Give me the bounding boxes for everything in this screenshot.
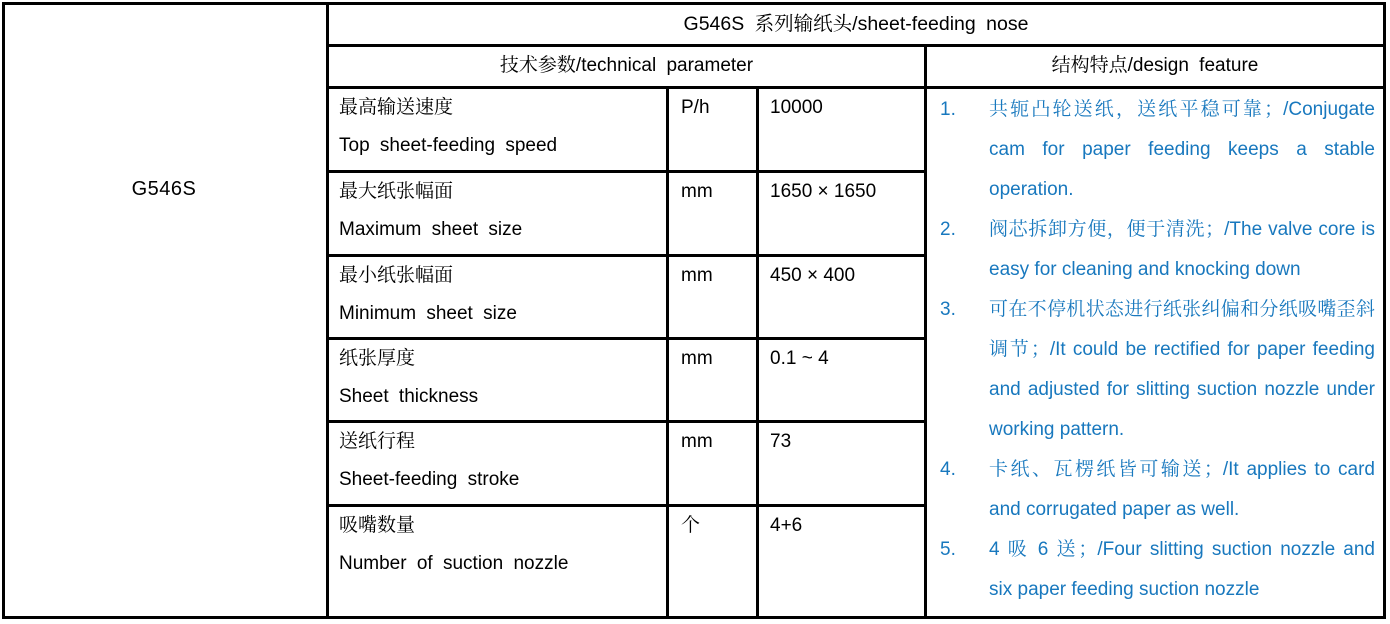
feature-text: 可在不停机状态进行纸张纠偏和分纸吸嘴歪斜调节；/It could be rectified for paper feeding and adjusted for slitting suction nozzle under working pattern. (989, 299, 1375, 440)
parameter-name-cell (339, 89, 661, 165)
feature-item (927, 290, 1383, 450)
parameter-name-cn: 纸张厚度 (339, 348, 416, 369)
parameter-unit: P/h (681, 97, 710, 118)
parameter-name-en: Sheet thickness (339, 386, 479, 407)
parameter-value: 450 × 400 (770, 265, 856, 286)
feature-item (927, 210, 1383, 290)
parameter-name-cell (339, 173, 661, 249)
parameter-value: 4+6 (770, 515, 803, 536)
parameter-name-cn: 最小纸张幅面 (339, 265, 454, 286)
grid-line-value-divider (756, 86, 759, 619)
parameter-name-en: Maximum sheet size (339, 219, 523, 240)
parameter-unit: mm (681, 181, 713, 202)
feature-item (927, 530, 1383, 610)
feature-text: 共轭凸轮送纸，送纸平稳可靠；/Conjugate cam for paper feeding keeps a stable operation. (989, 99, 1375, 200)
feature-number: 3. (940, 299, 956, 320)
parameter-value: 1650 × 1650 (770, 181, 877, 202)
parameter-name-cn: 送纸行程 (339, 431, 416, 452)
feature-text: 4 吸 6 送；/Four slitting suction nozzle and six paper feeding suction nozzle (989, 539, 1375, 600)
table-title: G546S 系列输纸头/sheet-feeding nose (683, 13, 1029, 35)
feature-item (927, 450, 1383, 530)
feature-number: 2. (940, 219, 956, 240)
feature-text: 卡纸、瓦楞纸皆可输送；/It applies to card and corrugated paper as well. (989, 459, 1375, 520)
model-name: G546S (131, 178, 197, 200)
parameter-name-en: Sheet-feeding stroke (339, 469, 520, 490)
grid-line-below-title (326, 44, 1386, 47)
parameter-name-en: Minimum sheet size (339, 303, 517, 324)
parameter-name-en: Top sheet-feeding speed (339, 135, 558, 156)
grid-line-model-divider (326, 2, 329, 619)
parameter-name-cn: 最大纸张幅面 (339, 181, 454, 202)
parameter-value: 73 (770, 431, 792, 452)
grid-line-unit-divider (666, 86, 669, 619)
feature-number: 4. (940, 459, 956, 480)
parameter-name-cell (339, 257, 661, 333)
feature-item (927, 90, 1383, 210)
parameter-unit: mm (681, 348, 713, 369)
parameter-unit: mm (681, 431, 713, 452)
parameter-unit: mm (681, 265, 713, 286)
feature-text: 阀芯拆卸方便，便于清洗；/The valve core is easy for cleaning and knocking down (989, 219, 1375, 280)
design-feature-header: 结构特点/design feature (1051, 55, 1259, 76)
design-feature-list (927, 90, 1383, 610)
parameter-unit: 个 (681, 515, 701, 536)
parameter-value: 10000 (770, 97, 823, 118)
parameter-name-cell (339, 423, 661, 499)
parameter-name-cell (339, 507, 661, 583)
feature-number: 5. (940, 539, 956, 560)
feature-number: 1. (940, 99, 956, 120)
parameter-name-cn: 最高输送速度 (339, 97, 454, 118)
parameter-name-cn: 吸嘴数量 (339, 515, 416, 536)
parameter-name-cell (339, 340, 661, 416)
parameter-name-en: Number of suction nozzle (339, 553, 569, 574)
parameter-value: 0.1 ~ 4 (770, 348, 829, 369)
technical-parameter-header: 技术参数/technical parameter (499, 55, 754, 76)
